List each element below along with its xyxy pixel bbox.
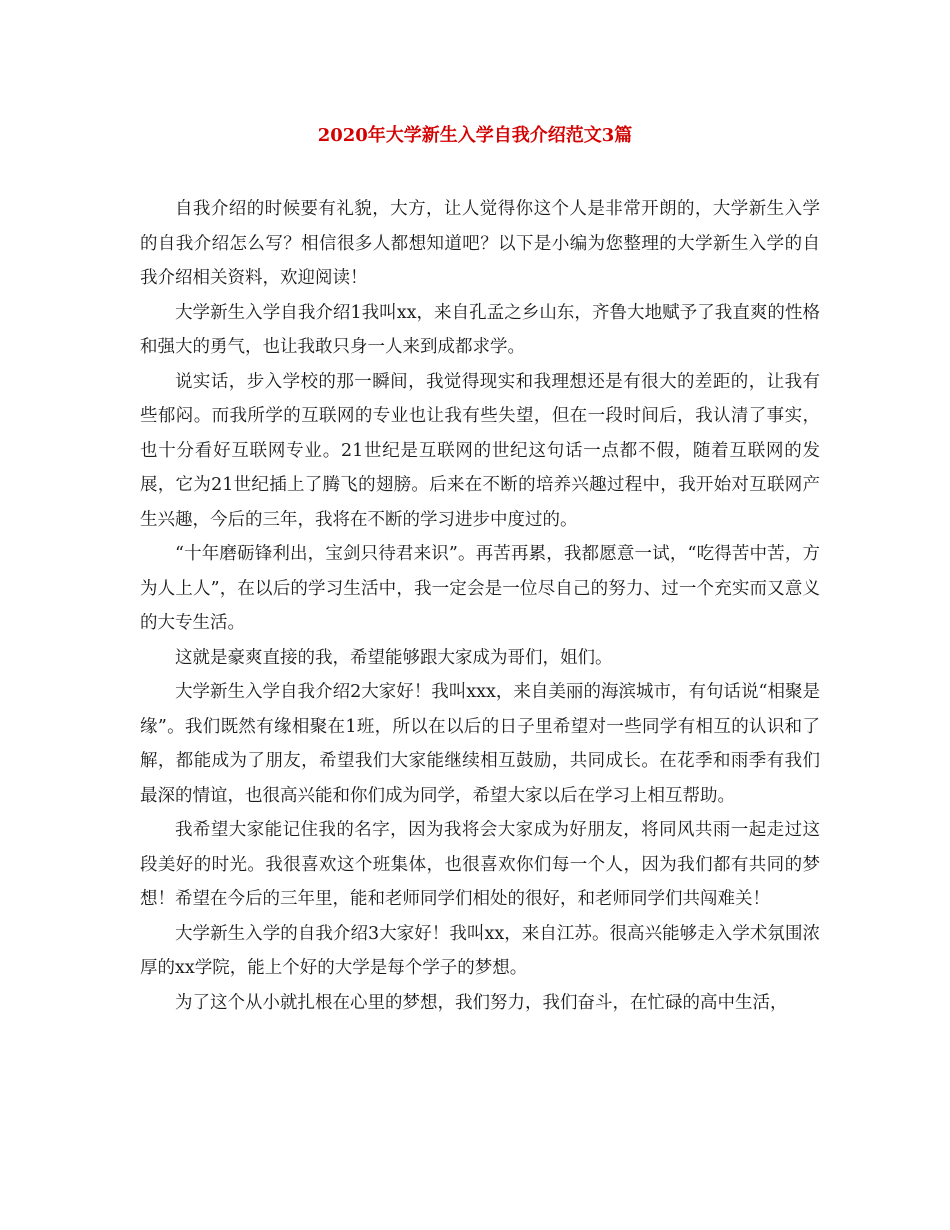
paragraph-reality: 说实话，步入学校的那一瞬间，我觉得现实和我理想还是有很大的差距的，让我有些郁闷。而我所学的互联网的专业也让我有些失望，但在一段时间后，我认清了事实，也十分看好互联网专业。21世纪是互联网的世纪这句话一点都不假，随着互联网的发展，它为21世纪插上了腾飞的翅膀。后来在不断的培养兴趣过程中，我开始对互联网产生兴趣，今后的三年，我将在不断的学习进步中度过的。 <box>140 371 820 530</box>
paragraph-dream: 为了这个从小就扎根在心里的梦想，我们努力，我们奋斗，在忙碌的高中生活， <box>175 992 788 1013</box>
document-title: 2020年大学新生入学自我介绍范文3篇 <box>317 125 633 146</box>
paragraph-quote: “十年磨砺锋利出，宝剑只待君来识”。再苦再累，我都愿意一试，“吃得苦中苦，方为人上人”，在以后的学习生活中，我一定会是一位尽自己的努力、过一个充实而又意义的大专生活。 <box>140 544 820 633</box>
paragraph-intro: 自我介绍的时候要有礼貌，大方，让人觉得你这个人是非常开朗的，大学新生入学的自我介绍怎么写？相信很多人都想知道吧？以下是小编为您整理的大学新生入学的自我介绍相关资料，欢迎阅读！ <box>140 199 820 288</box>
paragraph-closing-1: 这就是豪爽直接的我，希望能够跟大家成为哥们，姐们。 <box>175 647 613 668</box>
paragraph-intro-3: 大学新生入学的自我介绍3大家好！我叫xx，来自江苏。很高兴能够走入学术氛围浓厚的xx学院，能上个好的大学是每个学子的梦想。 <box>140 923 820 978</box>
paragraph-intro-1: 大学新生入学自我介绍1我叫xx，来自孔孟之乡山东，齐鲁大地赋予了我直爽的性格和强大的勇气，也让我敢只身一人来到成都求学。 <box>140 302 820 357</box>
document-body <box>140 192 820 1020</box>
paragraph-hope: 我希望大家能记住我的名字，因为我将会大家成为好朋友，将同风共雨一起走过这段美好的时光。我很喜欢这个班集体，也很喜欢你们每一个人，因为我们都有共同的梦想！希望在今后的三年里，能和老师同学们相处的很好，和老师同学们共闯难关！ <box>140 820 820 909</box>
paragraph-intro-2: 大学新生入学自我介绍2大家好！我叫xxx，来自美丽的海滨城市，有句话说“相聚是缘”。我们既然有缘相聚在1班，所以在以后的日子里希望对一些同学有相互的认识和了解，都能成为了朋友，希望我们大家能继续相互鼓励，共同成长。在花季和雨季有我们最深的情谊，也很高兴能和你们成为同学，希望大家以后在学习上相互帮助。 <box>140 682 820 806</box>
